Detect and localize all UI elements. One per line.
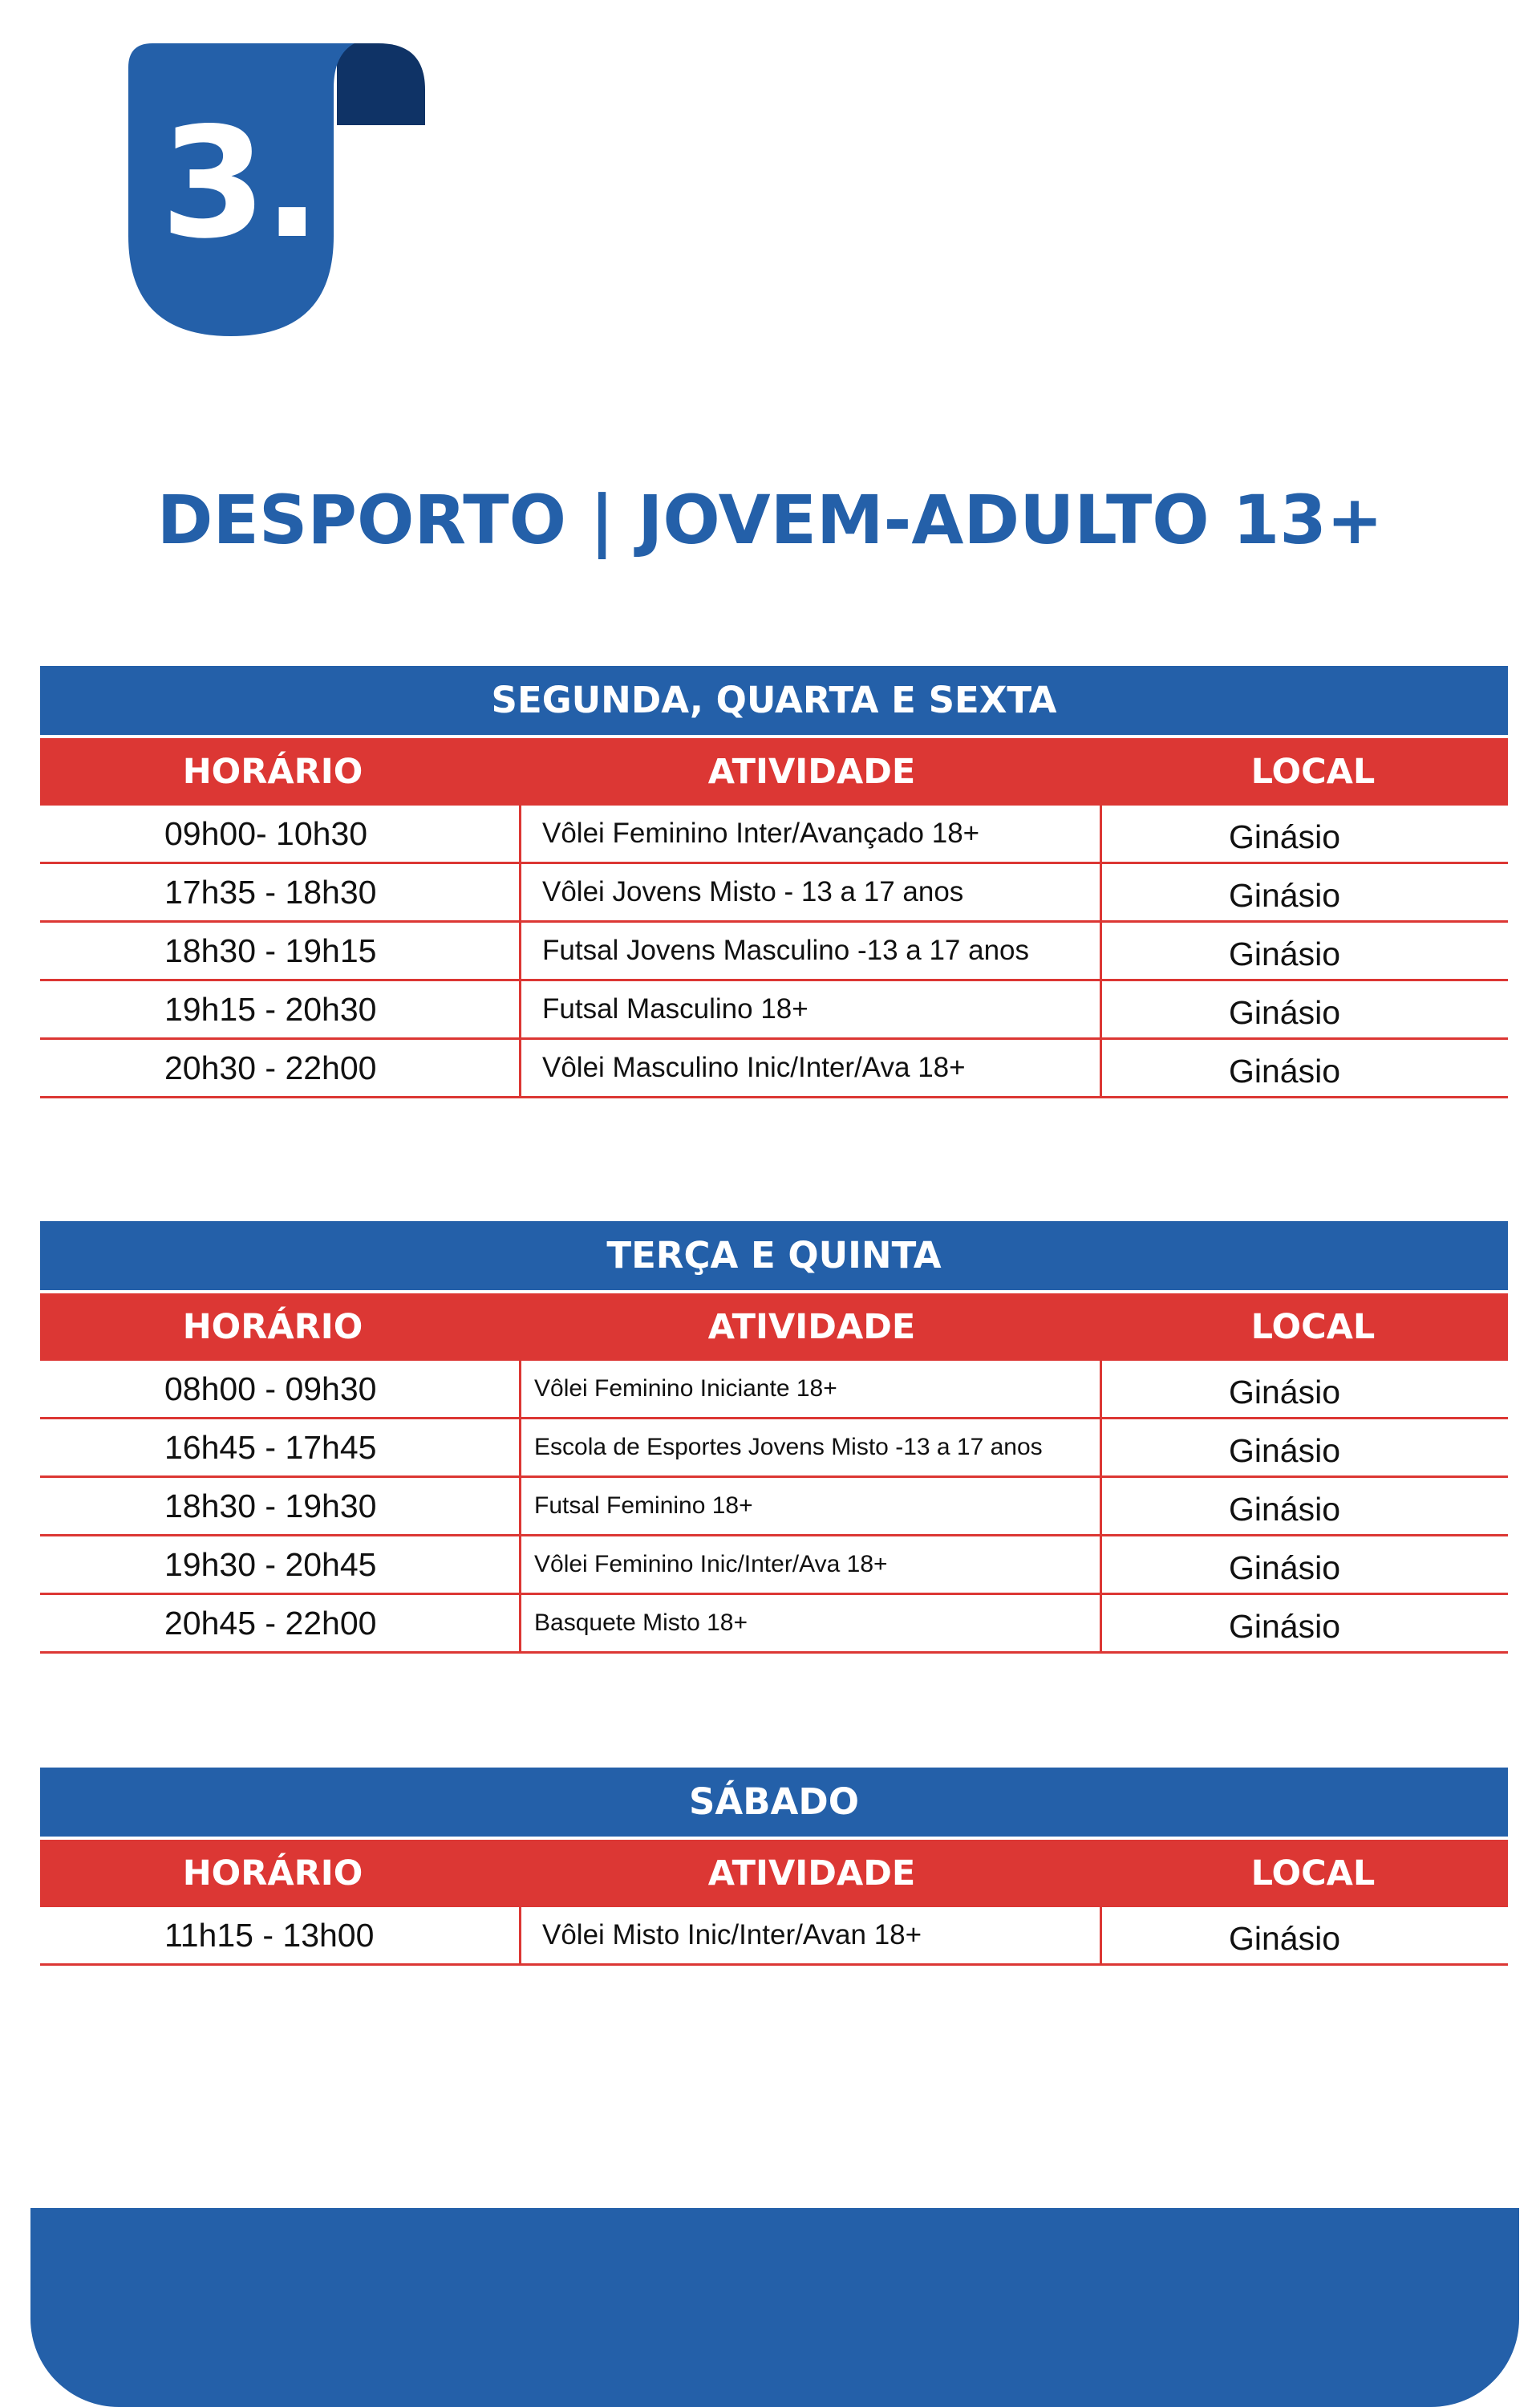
header-location: LOCAL: [1250, 1307, 1376, 1347]
time-cell: 08h00 - 09h30: [40, 1361, 521, 1417]
activity-cell: Vôlei Feminino Iniciante 18+: [521, 1361, 1102, 1417]
table-row: [40, 1907, 1508, 1966]
activity-cell: Basquete Misto 18+: [521, 1595, 1102, 1651]
activity-cell: Vôlei Masculino Inic/Inter/Ava 18+: [521, 1040, 1102, 1096]
time-cell: 19h15 - 20h30: [40, 981, 521, 1037]
table-row: [40, 1040, 1508, 1098]
header-time: HORÁRIO: [182, 1853, 363, 1894]
activity-cell: Vôlei Jovens Misto - 13 a 17 anos: [521, 864, 1102, 920]
header-activity: ATIVIDADE: [707, 1307, 916, 1347]
header-location: LOCAL: [1250, 1853, 1376, 1894]
time-cell: 19h30 - 20h45: [40, 1536, 521, 1593]
column-headers: [40, 1293, 1508, 1361]
footer-band: [30, 2208, 1519, 2407]
time-cell: 16h45 - 17h45: [40, 1419, 521, 1475]
page-title: DESPORTO | JOVEM-ADULTO 13+: [156, 481, 1384, 559]
location-cell: Ginásio: [1229, 1490, 1341, 1528]
location-cell: Ginásio: [1229, 1052, 1341, 1090]
header-location: LOCAL: [1250, 752, 1376, 792]
activity-cell: Futsal Jovens Masculino -13 a 17 anos: [521, 923, 1102, 979]
table-row: [40, 1419, 1508, 1478]
activity-cell: Futsal Feminino 18+: [521, 1478, 1102, 1534]
location-cell: Ginásio: [1229, 1373, 1341, 1411]
activity-cell: Vôlei Feminino Inic/Inter/Ava 18+: [521, 1536, 1102, 1593]
activity-cell: Escola de Esportes Jovens Misto -13 a 17 anos: [521, 1419, 1102, 1475]
schedule-section-mon-wed-fri: [40, 666, 1508, 1098]
badge-number: 3.: [160, 95, 318, 272]
header-activity: ATIVIDADE: [707, 752, 916, 792]
activity-cell: Vôlei Misto Inic/Inter/Avan 18+: [521, 1907, 1102, 1963]
time-cell: 20h30 - 22h00: [40, 1040, 521, 1096]
table-row: [40, 1536, 1508, 1595]
column-headers: [40, 1840, 1508, 1907]
location-cell: Ginásio: [1229, 1919, 1341, 1957]
table-row: [40, 1361, 1508, 1419]
table-row: [40, 923, 1508, 981]
table-row: [40, 806, 1508, 864]
activity-cell: Vôlei Feminino Inter/Avançado 18+: [521, 806, 1102, 862]
time-cell: 11h15 - 13h00: [40, 1907, 521, 1963]
activity-cell: Futsal Masculino 18+: [521, 981, 1102, 1037]
time-cell: 09h00- 10h30: [40, 806, 521, 862]
section-title: TERÇA E QUINTA: [40, 1221, 1508, 1290]
schedule-section-saturday: [40, 1768, 1508, 1966]
header-activity: ATIVIDADE: [707, 1853, 916, 1894]
section-title: SEGUNDA, QUARTA E SEXTA: [40, 666, 1508, 735]
table-row: [40, 864, 1508, 923]
table-row: [40, 1595, 1508, 1654]
location-cell: Ginásio: [1229, 935, 1341, 972]
location-cell: Ginásio: [1229, 1607, 1341, 1645]
header-time: HORÁRIO: [182, 752, 363, 792]
location-cell: Ginásio: [1229, 1549, 1341, 1586]
time-cell: 20h45 - 22h00: [40, 1595, 521, 1651]
location-cell: Ginásio: [1229, 1431, 1341, 1469]
time-cell: 17h35 - 18h30: [40, 864, 521, 920]
table-row: [40, 981, 1508, 1040]
table-row: [40, 1478, 1508, 1536]
time-cell: 18h30 - 19h15: [40, 923, 521, 979]
location-cell: Ginásio: [1229, 993, 1341, 1031]
column-headers: [40, 738, 1508, 806]
time-cell: 18h30 - 19h30: [40, 1478, 521, 1534]
location-cell: Ginásio: [1229, 876, 1341, 914]
schedule-section-tue-thu: [40, 1221, 1508, 1654]
location-cell: Ginásio: [1229, 818, 1341, 855]
section-number-badge: [128, 43, 425, 340]
header-time: HORÁRIO: [182, 1307, 363, 1347]
section-title: SÁBADO: [40, 1768, 1508, 1837]
